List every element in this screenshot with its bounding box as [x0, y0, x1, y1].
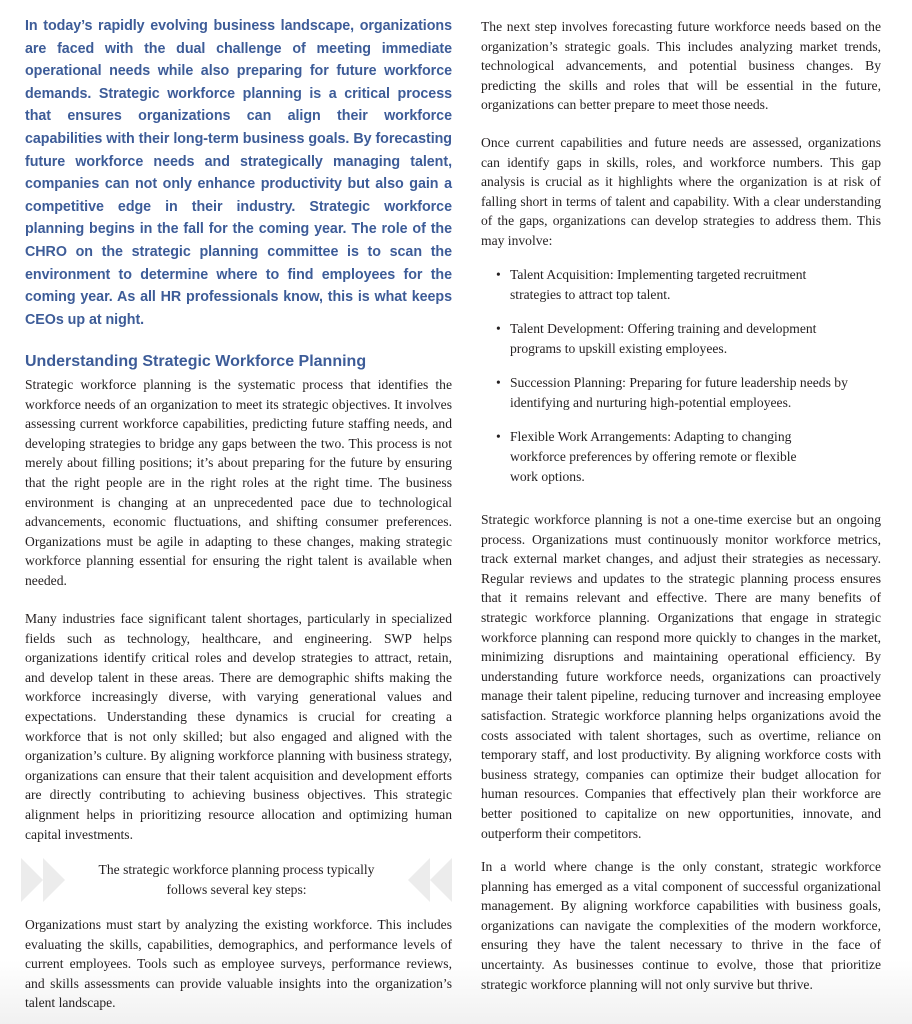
callout-line-1: The strategic workforce planning process typically [98, 862, 375, 877]
callout-line-2: follows several key steps: [166, 882, 307, 897]
body-paragraph-conclusion: In a world where change is the only constant, strategic workforce planning has emerged as a vital component of successful organizational management. By aligning workforce capabilities with business goals, organizations can navigate the complexities of the modern workforce, ensuring they have the talent necessary to thrive in the face of uncertainty. As businesses continue to evolve, those that prioritize strategic workforce planning will not only survive but thrive. [481, 859, 881, 992]
section-heading: Understanding Strategic Workforce Planning [25, 353, 367, 370]
bullet-icon: • [496, 375, 501, 390]
bullet-icon: • [496, 267, 501, 282]
bullet-text: Talent Development: Offering training and development programs to upskill existing employees. [510, 321, 817, 356]
callout-text [81, 860, 392, 900]
key-steps-callout [21, 856, 452, 904]
bullet-item-talent-acquisition [481, 265, 840, 305]
body-paragraph-analyze-workforce: Organizations must start by analyzing the existing workforce. This includes evaluating the skills, capabilities, demographics, and performance levels of current employees. Tools such as employee surveys, performance reviews, and skills assessments can provide valuable insights into the organization’s talent landscape. [25, 917, 452, 1011]
body-paragraph-talent-shortages: Many industries face significant talent shortages, particularly in specialized fields such as technology, healthcare, and engineering. SWP helps organizations identify critical roles and develop strategies to attract, retain, and develop talent in these areas. There are demographic shifts making the workforce increasingly diverse, with varying generational values and expectations. Understanding these dynamics is crucial for creating a workforce that is not only skilled; but also engaged and aligned with the organization’s culture. By aligning workforce planning with business strategy, organizations can ensure that their talent acquisition and development efforts are directly contributing to achieving business objectives. This strategic alignment helps in prioritizing resource allocation and optimizing human capital investments. [25, 611, 452, 842]
bullet-text: Flexible Work Arrangements: Adapting to changing workforce preferences by offering remote or flexible work options. [510, 429, 797, 484]
left-column [25, 0, 452, 1011]
bullet-text: Talent Acquisition: Implementing targeted recruitment strategies to attract top talent. [510, 267, 807, 302]
body-paragraph-definition: Strategic workforce planning is the systematic process that identifies the workforce needs of an organization to meet its strategic objectives. It involves assessing current workforce capabilities, predicting future staffing needs, and developing strategies to bridge any gaps between the two. This process is not merely about filling positions; it’s about preparing for the future by ensuring that the right people are in the right roles at the right time. The business environment is changing at an unprecedented pace due to technological advancements, economic fluctuations, and shifting consumer preferences. Organizations must be agile in adapting to these changes, making strategic workforce planning essential for ensuring the right talent is available when needed. [25, 377, 452, 588]
intro-paragraph: In today’s rapidly evolving business landscape, organizations are faced with the dual challenge of meeting immediate operational needs while also preparing for future workforce demands. Strategic workforce planning is a critical process that ensures organizations can align their workforce capabilities with their long-term business goals. By forecasting future workforce needs and strategically managing talent, companies can not only enhance productivity but also gain a competitive edge in their industry. Strategic workforce planning begins in the fall for the coming year. The role of the CHRO on the strategic planning committee is to scan the environment to determine where to find employees for the coming year. As all HR professionals know, this is what keeps CEOs up at night. [25, 18, 452, 328]
strategy-bullet-list [481, 265, 881, 501]
bullet-item-talent-development [481, 319, 840, 359]
double-chevron-right-icon [21, 858, 43, 902]
bullet-icon: • [496, 429, 501, 444]
double-chevron-left-icon-2 [430, 858, 452, 902]
double-chevron-right-icon-2 [43, 858, 65, 902]
bullet-item-flexible-work [481, 427, 820, 487]
bullet-text: Succession Planning: Preparing for future leadership needs by identifying and nurturing high-potential employees. [510, 375, 848, 410]
body-paragraph-forecasting: The next step involves forecasting future workforce needs based on the organization’s strategic goals. This includes analyzing market trends, technological advancements, and potential business changes. By predicting the skills and roles that will be essential in the future, organizations can better prepare to meet those needs. [481, 19, 881, 113]
body-paragraph-gap-analysis: Once current capabilities and future needs are assessed, organizations can identify gaps in skills, roles, and workforce numbers. This gap analysis is crucial as it highlights where the organization is at risk of falling short in terms of talent and capability. With a clear understanding of the gaps, organizations can develop strategies to address them. This may involve: [481, 135, 881, 248]
bullet-icon: • [496, 321, 501, 336]
bullet-item-succession-planning [481, 373, 855, 413]
double-chevron-left-icon [408, 858, 430, 902]
body-paragraph-ongoing-process: Strategic workforce planning is not a one-time exercise but an ongoing process. Organizations must continuously monitor workforce metrics, track external market changes, and adjust their strategies as necessary. Regular reviews and updates to the strategic planning process ensures that it remains relevant and effective. There are many benefits of strategic workforce planning. Organizations that engage in strategic workforce planning can respond more quickly to changes in the market, minimizing disruptions and maintaining operational efficiency. By understanding future workforce needs, organizations can proactively manage their talent pipeline, reducing turnover and increasing employee satisfaction. Strategic workforce planning helps organizations avoid the costs associated with talent shortages, such as overtime, reliance on temporary staff, and lost productivity. By aligning workforce costs with business strategy, companies can optimize their budget allocation for human resources. Companies that effectively plan their workforce are better positioned to capitalize on new opportunities, innovate, and outperform their competitors. [481, 512, 881, 841]
